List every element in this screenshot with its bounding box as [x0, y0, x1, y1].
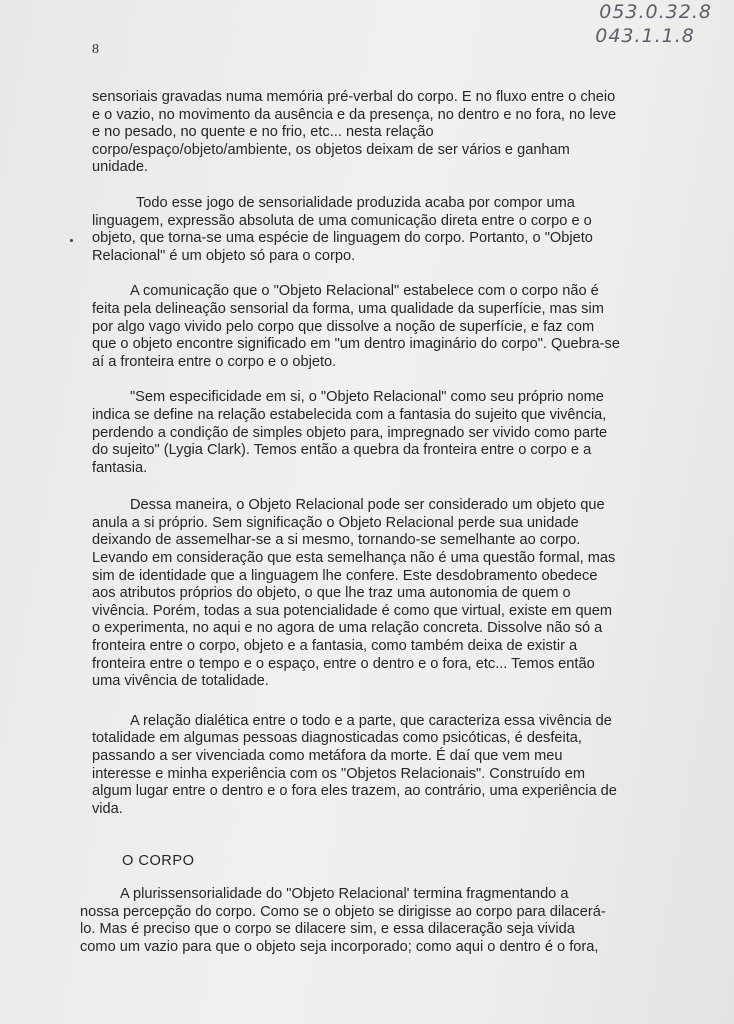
text-line: uma vivência de totalidade. — [92, 673, 269, 690]
text-line: totalidade em algumas pessoas diagnosticadas como psicóticas, é desfeita, — [92, 730, 582, 747]
text-line: deixando de assemelhar-se a si mesmo, tornando-se semelhante ao corpo. — [92, 532, 581, 549]
text-line: por algo vago vivido pelo corpo que dissolve a noção de superfície, e faz com — [92, 318, 595, 335]
text-line: linguagem, expressão absoluta de uma comunicação direta entre o corpo e o — [92, 212, 592, 229]
text-line: sim de identidade que a linguagem lhe confere. Este desdobramento obedece — [92, 567, 598, 584]
text-line: como um vazio para que o objeto seja incorporado; como aqui o dentro é o fora, — [80, 938, 599, 955]
paragraph-5 — [92, 497, 632, 691]
text-line: Dessa maneira, o Objeto Relacional pode ser considerado um objeto que — [130, 497, 605, 514]
text-line: "Sem especificidade em si, o "Objeto Relacional" como seu próprio nome — [130, 389, 604, 406]
paragraph-1 — [92, 89, 632, 177]
text-line: perdendo a condição de simples objeto para, impregnado ser vivido como parte — [92, 424, 608, 441]
text-line: objeto, que torna-se uma espécie de linguagem do corpo. Portanto, o "Objeto — [92, 230, 593, 247]
text-line: fantasia. — [92, 459, 148, 476]
text-line: unidade. — [92, 159, 148, 176]
section-paragraph — [80, 886, 640, 956]
text-line: A comunicação que o "Objeto Relacional" estabelece com o corpo não é — [130, 283, 599, 300]
text-line: vivência. Porém, todas a sua potencialidade é como que virtual, existe em quem — [92, 602, 612, 619]
section-heading: O CORPO — [122, 853, 195, 869]
text-line: nossa percepção do corpo. Como se o objeto se dirigisse ao corpo para dilacerá- — [80, 903, 606, 920]
text-line: do sujeito" (Lygia Clark). Temos então a quebra da fronteira entre o corpo e a — [92, 442, 592, 459]
text-line: Relacional" é um objeto só para o corpo. — [92, 247, 356, 264]
text-line: aos atributos próprios do objeto, o que lhe traz uma autonomia de quem o — [92, 585, 571, 602]
text-line: e o vazio, no movimento da ausência e da presença, no dentro e no fora, no leve — [92, 106, 617, 123]
text-line: interesse e minha experiência com os "Objetos Relacionais". Construído em — [92, 765, 586, 782]
page-number: 8 — [92, 42, 99, 57]
text-line: A relação dialética entre o todo e a parte, que caracteriza essa vivência de — [130, 712, 612, 729]
handwritten-archive-codes — [595, 0, 712, 48]
paragraph-2 — [92, 195, 632, 265]
text-line: passando a ser vivenciada como metáfora da morte. É daí que vem meu — [92, 748, 563, 764]
paragraph-4 — [92, 389, 632, 477]
text-line: que o objeto encontre significado em "um dentro imaginário do corpo". Quebra-se — [92, 336, 620, 353]
text-line: sensoriais gravadas numa memória pré-verbal do corpo. E no fluxo entre o cheio — [92, 89, 616, 105]
text-line: o experimenta, no aqui e no agora de uma relação concreta. Dissolve não só a — [92, 620, 603, 637]
text-line: corpo/espaço/objeto/ambiente, os objetos deixam de ser vários e ganham — [92, 141, 570, 158]
text-line: fronteira entre o tempo e o espaço, entre o dentro e o fora, etc... Temos então — [92, 655, 595, 672]
section-body-text — [80, 886, 640, 974]
text-line: feita pela delineação sensorial da forma, uma qualidade da superfície, mas sim — [92, 300, 604, 317]
text-line: Levando em consideração que esta semelhança não é uma questão formal, mas — [92, 550, 616, 567]
text-line: algum lugar entre o dentro e o fora eles trazem, ao contrário, uma experiência de — [92, 783, 617, 800]
text-line: aí a fronteira entre o corpo e o objeto. — [92, 353, 337, 370]
text-line: anula a si próprio. Sem significação o Objeto Relacional perde sua unidade — [92, 514, 579, 531]
stray-ink-dot — [70, 239, 73, 242]
text-line: A plurissensorialidade do "Objeto Relacional' termina fragmentando a — [120, 886, 569, 902]
body-text — [92, 89, 632, 836]
text-line: lo. Mas é preciso que o corpo se dilacere sim, e essa dilaceração seja vivida — [80, 921, 575, 938]
paragraph-6 — [92, 713, 632, 819]
handwritten-code-1: 053.0.32.8 — [599, 1, 712, 23]
text-line: fronteira entre o corpo, objeto e a fantasia, como também deixa de existir a — [92, 638, 578, 655]
text-line: vida. — [92, 800, 123, 817]
text-line: Todo esse jogo de sensorialidade produzida acaba por compor uma — [136, 194, 575, 211]
text-line: indica se define na relação estabelecida com a fantasia do sujeito que vivência, — [92, 406, 607, 423]
text-line: e no pesado, no quente e no frio, etc... nesta relação — [92, 124, 434, 141]
handwritten-code-2: 043.1.1.8 — [595, 25, 695, 47]
paragraph-3 — [92, 283, 632, 371]
